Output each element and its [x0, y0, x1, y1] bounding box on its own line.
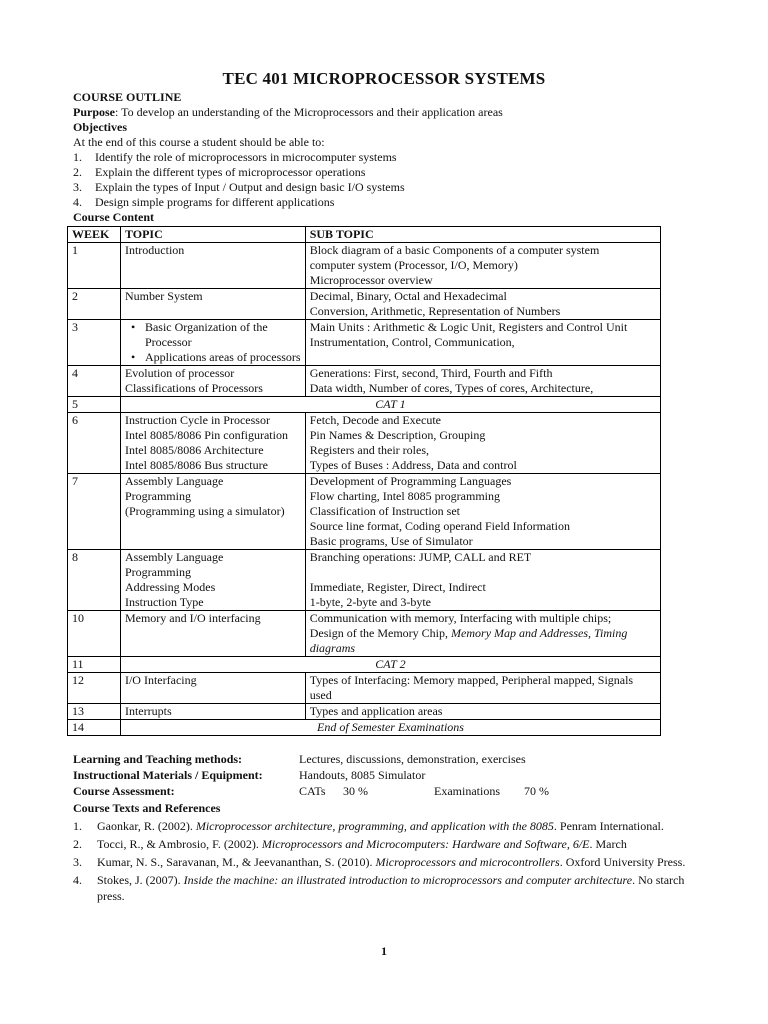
- course-content-table: [67, 226, 661, 736]
- materials-value: Handouts, 8085 Simulator: [299, 768, 426, 782]
- week-cell: 12: [68, 673, 121, 704]
- topic-bullet: • Applications areas of processors: [139, 350, 301, 365]
- subtopic-line: Development of Programming Languages: [309, 474, 512, 488]
- objective-item: [73, 150, 397, 165]
- subtopic-cell: [305, 243, 660, 289]
- subtopic-cell: [305, 320, 660, 366]
- topic-line: Assembly Language: [124, 474, 224, 488]
- week-cell: 8: [68, 550, 121, 611]
- cat-cell: CAT 2: [120, 657, 660, 673]
- objective-text: Identify the role of microprocessors in microcomputer systems: [95, 150, 397, 164]
- subtopic-cell: [305, 413, 660, 474]
- subtopic-line: Immediate, Register, Direct, Indirect: [309, 580, 486, 594]
- subtopic-line: Instrumentation, Control, Communication,: [309, 335, 515, 349]
- reference-authors: Gaonkar, R. (2002).: [97, 819, 196, 833]
- course-content-heading: Course Content: [73, 210, 154, 224]
- topic-line: Programming: [124, 489, 191, 503]
- subtopic-line: Flow charting, Intel 8085 programming: [309, 489, 501, 503]
- topic-cell: Introduction: [120, 243, 305, 289]
- subtopic-line: Conversion, Arithmetic, Representation of Numbers: [309, 304, 561, 318]
- subtopic-cell: [305, 474, 660, 550]
- reference-item: [73, 872, 693, 904]
- subtopic-line: Registers and their roles,: [309, 443, 430, 457]
- reference-title: Inside the machine: an illustrated introduction to microprocessors and computer architecture: [183, 873, 633, 887]
- week-cell: 4: [68, 366, 121, 397]
- purpose-label: Purpose: [73, 105, 115, 119]
- week-cell: 11: [68, 657, 121, 673]
- subtopic-line: Communication with memory, Interfacing with multiple chips;: [309, 611, 612, 625]
- reference-number: 1.: [73, 819, 82, 833]
- subtopic-line: Classification of Instruction set: [309, 504, 461, 518]
- objectives-intro: At the end of this course a student should be able to:: [73, 135, 325, 149]
- week-cell: 3: [68, 320, 121, 366]
- subtopic-line: [310, 626, 656, 641]
- assessment-line: [73, 783, 549, 799]
- week-cell: 2: [68, 289, 121, 320]
- topic-cell: [120, 550, 305, 611]
- topic-line: Addressing Modes: [124, 580, 216, 594]
- table-row: [68, 320, 661, 366]
- reference-publisher: . Penram International.: [553, 819, 664, 833]
- subtopic-line: Fetch, Decode and Execute: [309, 413, 441, 427]
- subtopic-line: Block diagram of a basic Components of a computer system: [309, 243, 600, 257]
- header-subtopic: SUB TOPIC: [305, 227, 660, 243]
- table-row: [68, 413, 661, 474]
- reference-publisher: . March: [589, 837, 627, 851]
- subtopic-line: Types of Buses : Address, Data and control: [309, 458, 517, 472]
- subtopic-cell: [305, 611, 660, 657]
- page-number: 1: [381, 944, 387, 958]
- objective-item: [73, 195, 334, 210]
- objective-text: Explain the different types of microprocessor operations: [95, 165, 366, 179]
- week-cell: 7: [68, 474, 121, 550]
- topic-cell: [120, 320, 305, 366]
- methods-value: Lectures, discussions, demonstration, exercises: [299, 752, 526, 766]
- subtopic-italic: diagrams: [309, 641, 356, 655]
- methods-label: Learning and Teaching methods:: [73, 752, 243, 766]
- subtopic-line: Source line format, Coding operand Field Information: [309, 519, 570, 533]
- subtopic-line: Basic programs, Use of Simulator: [309, 534, 473, 548]
- subtopic-line: Decimal, Binary, Octal and Hexadecimal: [309, 289, 507, 303]
- materials-line: [73, 767, 425, 783]
- topic-line: Intel 8085/8086 Bus structure: [124, 458, 268, 472]
- subtopic-line: Pin Names & Description, Grouping: [309, 428, 486, 442]
- subtopic-cell: [305, 550, 660, 611]
- cat-cell: CAT 1: [120, 397, 660, 413]
- subtopic-line: 1-byte, 2-byte and 3-byte: [309, 595, 431, 609]
- references-heading: Course Texts and References: [73, 801, 221, 815]
- objective-text: Design simple programs for different applications: [95, 195, 335, 209]
- topic-cell: [120, 366, 305, 397]
- header-week: WEEK: [68, 227, 121, 243]
- reference-authors: Tocci, R., & Ambrosio, F. (2002).: [97, 837, 262, 851]
- reference-number: 3.: [73, 855, 82, 869]
- subtopic-text: Design of the Memory Chip,: [309, 626, 452, 640]
- objectives-heading: Objectives: [73, 120, 127, 134]
- subtopic-cell: [305, 673, 660, 704]
- subtopic-line: Main Units : Arithmetic & Logic Unit, Registers and Control Unit: [309, 320, 628, 334]
- table-row: [68, 673, 661, 704]
- objective-number: 2.: [73, 165, 82, 179]
- cats-label: CATs: [299, 784, 326, 798]
- materials-label: Instructional Materials / Equipment:: [73, 768, 263, 782]
- topic-bullet-list: [125, 320, 301, 365]
- subtopic-italic: Memory Map and Addresses, Timing: [451, 626, 628, 640]
- week-cell: 14: [68, 720, 121, 736]
- week-cell: 13: [68, 704, 121, 720]
- exam-cell: End of Semester Examinations: [120, 720, 660, 736]
- topic-cell: I/O Interfacing: [120, 673, 305, 704]
- reference-authors: Kumar, N. S., Saravanan, M., & Jeevananthan, S. (2010).: [97, 855, 376, 869]
- objective-number: 4.: [73, 195, 82, 209]
- objective-number: 1.: [73, 150, 82, 164]
- table-row: [68, 366, 661, 397]
- subtopic-line: Generations: First, second, Third, Fourth and Fifth: [309, 366, 553, 380]
- objective-item: [73, 165, 365, 180]
- exams-percent: 70 %: [524, 784, 549, 798]
- table-header-row: [68, 227, 661, 243]
- subtopic-cell: [305, 366, 660, 397]
- reference-title: Microprocessors and Microcomputers: Hardware and Software, 6/E: [261, 837, 590, 851]
- assessment-label: Course Assessment:: [73, 784, 175, 798]
- subtopic-line: Types of Interfacing: Memory mapped, Peripheral mapped, Signals: [309, 673, 634, 687]
- topic-line: Evolution of processor: [124, 366, 235, 380]
- table-row: [68, 550, 661, 611]
- week-cell: 1: [68, 243, 121, 289]
- reference-publisher: . Oxford University Press.: [559, 855, 686, 869]
- topic-line: Instruction Type: [124, 595, 204, 609]
- reference-publisher: . No starch press.: [97, 873, 685, 903]
- subtopic-line: Microprocessor overview: [309, 273, 433, 287]
- objective-number: 3.: [73, 180, 82, 194]
- topic-line: Assembly Language: [124, 550, 224, 564]
- subtopic-line: [310, 641, 656, 656]
- topic-line: Intel 8085/8086 Pin configuration: [124, 428, 288, 442]
- topic-cell: [120, 474, 305, 550]
- topic-cell: Memory and I/O interfacing: [120, 611, 305, 657]
- topic-cell: [120, 413, 305, 474]
- subtopic-line: Data width, Number of cores, Types of cores, Architecture,: [309, 381, 594, 395]
- reference-title: Microprocessor architecture, programming, and application with the 8085: [195, 819, 554, 833]
- topic-line: Intel 8085/8086 Architecture: [124, 443, 264, 457]
- page-title: TEC 401 MICROPROCESSOR SYSTEMS: [222, 69, 546, 88]
- table-row: [68, 397, 661, 413]
- table-row: [68, 720, 661, 736]
- subtopic-line: used: [309, 688, 332, 702]
- topic-cell: Number System: [120, 289, 305, 320]
- table-row: [68, 474, 661, 550]
- week-cell: 10: [68, 611, 121, 657]
- table-row: [68, 243, 661, 289]
- topic-line: Programming: [124, 565, 191, 579]
- week-cell: 5: [68, 397, 121, 413]
- purpose-text: : To develop an understanding of the Microprocessors and their application areas: [115, 105, 503, 119]
- cats-percent: 30 %: [343, 784, 368, 798]
- subtopic-line: Branching operations: JUMP, CALL and RET: [309, 550, 532, 564]
- methods-line: [73, 751, 526, 767]
- week-cell: 6: [68, 413, 121, 474]
- subtopic-line: computer system (Processor, I/O, Memory): [309, 258, 518, 272]
- objective-item: [73, 180, 405, 195]
- topic-cell: Interrupts: [120, 704, 305, 720]
- subtopic-cell: Types and application areas: [305, 704, 660, 720]
- subtopic-cell: [305, 289, 660, 320]
- table-row: [68, 657, 661, 673]
- reference-item: [73, 854, 693, 870]
- subtopic-spacer: [310, 565, 656, 580]
- exams-label: Examinations: [434, 784, 500, 798]
- reference-number: 4.: [73, 873, 82, 887]
- reference-number: 2.: [73, 837, 82, 851]
- reference-authors: Stokes, J. (2007).: [97, 873, 184, 887]
- table-row: [68, 611, 661, 657]
- topic-line: Instruction Cycle in Processor: [124, 413, 270, 427]
- references-list: [73, 818, 693, 906]
- topic-line: (Programming using a simulator): [124, 504, 285, 518]
- objective-text: Explain the types of Input / Output and design basic I/O systems: [95, 180, 405, 194]
- topic-bullet: • Basic Organization of the Processor: [139, 320, 301, 350]
- reference-item: [73, 836, 693, 852]
- reference-item: [73, 818, 693, 834]
- table-row: [68, 704, 661, 720]
- course-outline-heading: COURSE OUTLINE: [73, 90, 182, 104]
- reference-title: Microprocessors and microcontrollers: [375, 855, 560, 869]
- purpose-line: [73, 105, 503, 120]
- header-topic: TOPIC: [120, 227, 305, 243]
- table-row: [68, 289, 661, 320]
- topic-line: Classifications of Processors: [124, 381, 263, 395]
